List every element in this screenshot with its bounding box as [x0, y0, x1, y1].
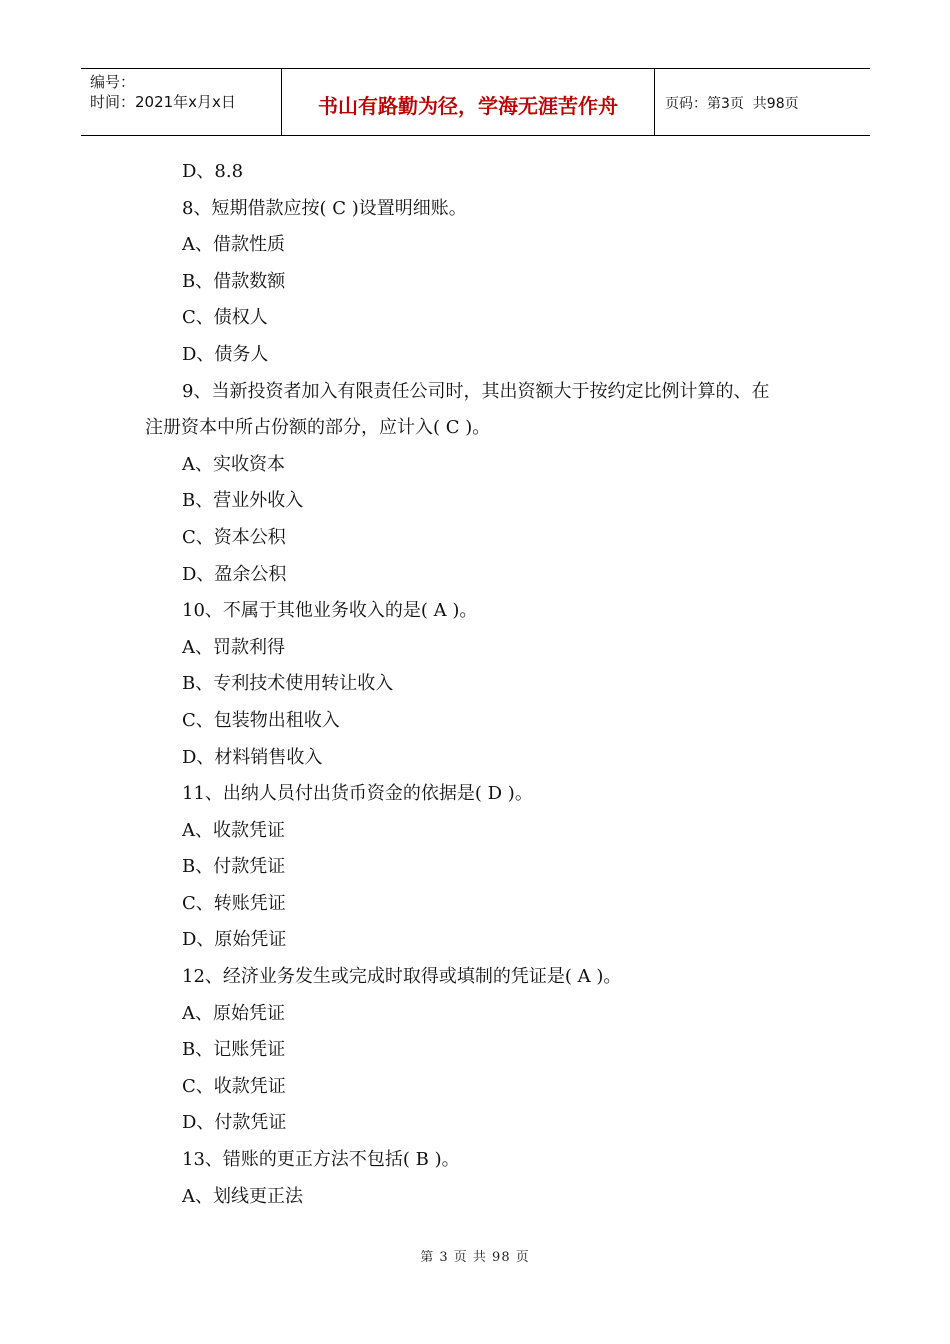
document-date: 时间：2021年x月x日	[90, 93, 236, 111]
text-line: B、付款凭证	[182, 856, 286, 878]
text-line: A、实收资本	[182, 453, 285, 475]
text-line: B、专利技术使用转让收入	[182, 673, 394, 695]
text-line: C、包装物出租收入	[182, 709, 340, 731]
text-line: D、材料销售收入	[182, 746, 323, 768]
text-line: 10、不属于其他业务收入的是( A )。	[182, 600, 478, 622]
text-line: 11、出纳人员付出货币资金的依据是( D )。	[182, 783, 533, 805]
page-header	[81, 68, 870, 136]
text-line: B、营业外收入	[182, 490, 304, 512]
text-line: C、资本公积	[182, 526, 286, 548]
header-meta	[81, 69, 282, 135]
text-line: C、债权人	[182, 307, 268, 329]
text-line: 13、错账的更正方法不包括( B )。	[182, 1149, 460, 1171]
text-line: A、划线更正法	[182, 1185, 303, 1207]
document-number-label: 编号：	[90, 73, 136, 91]
text-line: C、转账凭证	[182, 892, 286, 914]
text-line: B、记账凭证	[182, 1039, 286, 1061]
text-line: A、原始凭证	[182, 1002, 285, 1024]
text-line: C、收款凭证	[182, 1075, 286, 1097]
text-line: 8、短期借款应按( C )设置明细账。	[182, 197, 467, 219]
text-line: D、盈余公积	[182, 563, 287, 585]
document-body	[145, 154, 825, 1215]
header-page-info	[655, 69, 870, 135]
page-footer: 第 3 页 共 98 页	[420, 1250, 530, 1265]
header-page-info-text: 页码：第3页 共98页	[665, 96, 799, 112]
text-line: 9、当新投资者加入有限责任公司时，其出资额大于按约定比例计算的、在	[182, 380, 770, 402]
header-motto: 书山有路勤为径，学海无涯苦作舟	[282, 69, 655, 135]
text-line: A、罚款利得	[182, 636, 285, 658]
text-line: D、债务人	[182, 343, 269, 365]
text-line: D、原始凭证	[182, 929, 287, 951]
text-line: D、付款凭证	[182, 1112, 287, 1134]
text-line: 注册资本中所占份额的部分，应计入( C )。	[145, 417, 491, 439]
text-line: B、借款数额	[182, 270, 286, 292]
text-line: A、借款性质	[182, 234, 285, 256]
text-line: 12、经济业务发生或完成时取得或填制的凭证是( A )。	[182, 966, 622, 988]
text-line: A、收款凭证	[182, 819, 285, 841]
text-line: D、8.8	[182, 161, 244, 182]
